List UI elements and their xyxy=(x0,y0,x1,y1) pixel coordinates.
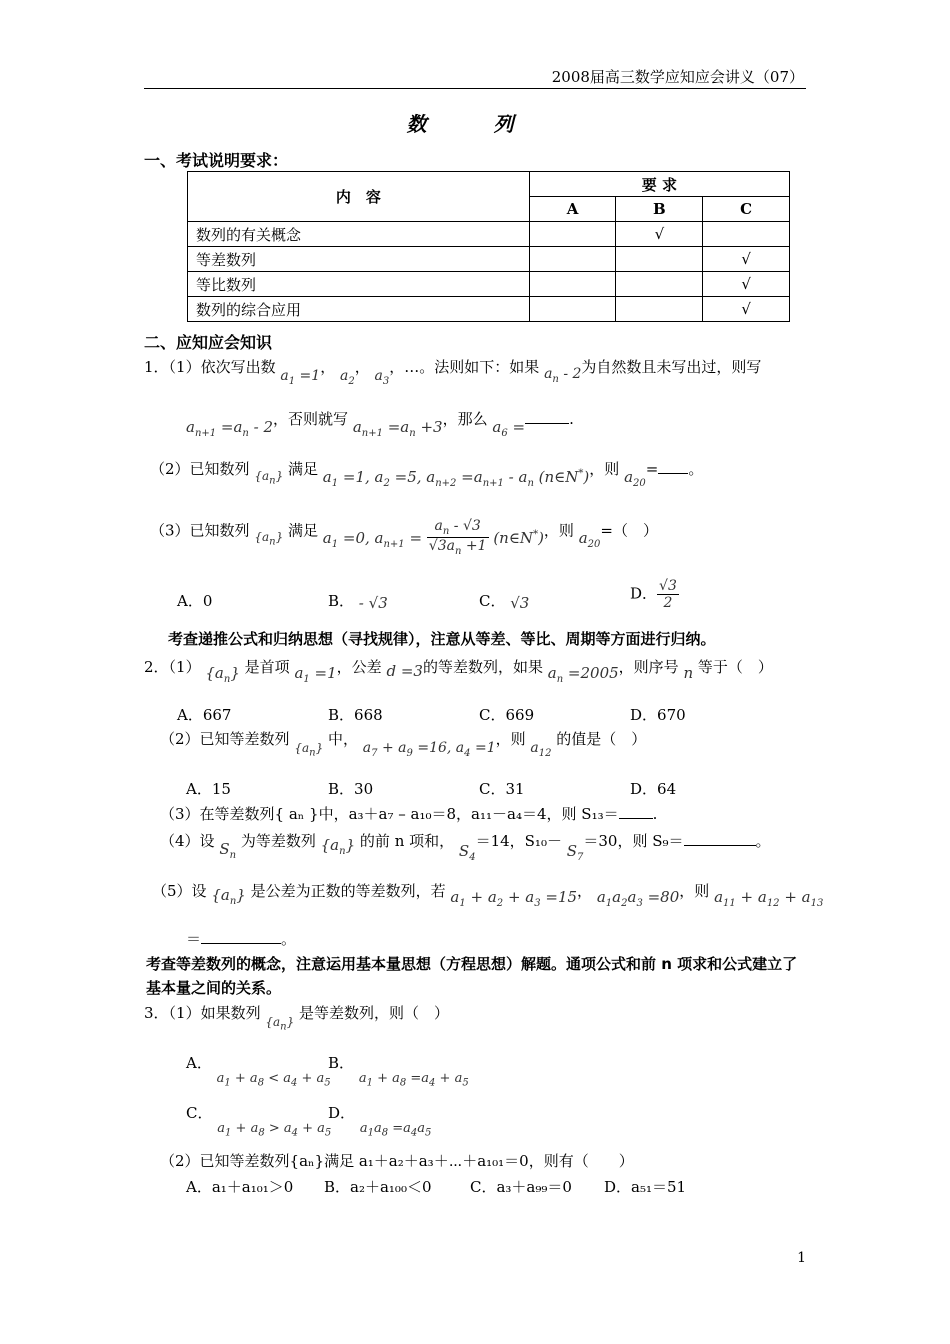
q2-part1: 2．（1） $\{a_n\}$ 是首项 $a_1 =1$，公差 d =3的等差数列，如果 $a_n =2005$，则序号 n 等于（ ） xyxy=(144,658,773,685)
q3-2-choice-a: A．a₁＋a₁₀₁＞0 xyxy=(186,1178,294,1196)
q2-1-choice-b: B．668 xyxy=(328,706,383,724)
q2-2-choice-d: D．64 xyxy=(630,780,677,798)
q1-choice-a: A．0 xyxy=(177,592,213,610)
q2-part5-answer: ＝ 。 xyxy=(186,930,297,948)
section-2-heading: 二、应知应会知识 xyxy=(144,333,273,352)
section-1-heading: 一、考试说明要求： xyxy=(144,151,289,170)
table-header-a: A xyxy=(529,197,616,222)
row-name: 等差数列 xyxy=(188,247,530,272)
q2-1-choice-c: C．669 xyxy=(479,706,535,724)
table-row xyxy=(188,297,790,322)
row-name: 数列的有关概念 xyxy=(188,222,530,247)
q1-note: 考查递推公式和归纳思想（寻找规律），注意从等差、等比、周期等方面进行归纳。 xyxy=(168,630,716,648)
q3-2-choice-c: C．a₃＋a₉₉＝0 xyxy=(470,1178,572,1196)
table-header-c: C xyxy=(703,197,790,222)
page-header: 2008届高三数学应知应会讲义（07） xyxy=(551,68,804,86)
q1-choice-d: D． $\frac{√3}{2}$ xyxy=(630,578,677,611)
check-mark: √ xyxy=(703,247,790,272)
page-number: 1 xyxy=(797,1250,806,1266)
q2-part4: （4）设 $S_n$ 为等差数列 $\{a_n\}$ 的前 n 项和， $S_4=14$，$S_{10}- S_7=30$，则 S₉＝ 。 xyxy=(160,832,771,863)
q1-part1-line2: $a_{n+1} =a_n - 2$，否则就写 $a_{n+1} =a_n +3$，那么 $a_6$ = . xyxy=(186,410,574,439)
table-row xyxy=(188,247,790,272)
table-header-b: B xyxy=(616,197,703,222)
q2-2-choice-b: B．30 xyxy=(328,780,374,798)
header-rule xyxy=(144,88,806,89)
q2-1-choice-a: A．667 xyxy=(177,706,232,724)
requirements-table xyxy=(187,171,790,322)
q3-part2: （2）已知等差数列{aₙ}满足 a₁＋a₂＋a₃＋⋯＋a₁₀₁＝0，则有（ ） xyxy=(160,1152,634,1170)
q2-part5: （5）设 $\{a_n\}$ 是公差为正数的等差数列，若 $a_1 + a_2 + a_3 =15$， $a_1a_2a_3 =80$，则 $a_{11} + a_{12} + a_{13}$ xyxy=(152,882,824,909)
q2-part2: （2）已知等差数列 $_{\{a_n\}}$ 中， $a_7 + a_9 =16$, $a_4 =1$，则 $a_{12}$ 的值是（ ） xyxy=(160,730,647,759)
row-name: 等比数列 xyxy=(188,272,530,297)
q1-part1-line1: 1．（1）依次写出数 $a_1 =1$， $a_2$， $a_3$，…。法则如下：如果 $a_n - 2$为自然数且未写出过，则写 xyxy=(144,358,762,387)
q2-1-choice-d: D．670 xyxy=(630,706,686,724)
check-mark: √ xyxy=(703,297,790,322)
q3-option-d: D． $a_1a_8 =a_4a_5$ xyxy=(328,1104,432,1139)
q2-part3: （3）在等差数列{ aₙ }中，a₃＋a₇ – a₁₀＝8，a₁₁－a₄＝4，则 S₁₃＝ . xyxy=(160,805,658,823)
page-title: 数 列 xyxy=(406,112,544,136)
q3-option-c: C． $a_1 + a_8 > a_4 + a_5$ xyxy=(186,1104,332,1139)
q2-note: 考查等差数列的概念，注意运用基本量思想（方程思想）解题。通项公式和前 n 项求和公式建立了基本量之间的关系。 xyxy=(146,955,798,997)
table-row xyxy=(188,222,790,247)
q2-2-choice-a: A．15 xyxy=(186,780,231,798)
q1-choice-c: C． √3 xyxy=(479,592,530,612)
table-header-content: 内 容 xyxy=(188,172,530,222)
q1-choice-b: B． - √3 xyxy=(328,592,388,612)
q3-2-choice-b: B．a₂＋a₁₀₀＜0 xyxy=(324,1178,432,1196)
q2-2-choice-c: C．31 xyxy=(479,780,525,798)
q3-option-a: A． $a_1 + a_8 < a_4 + a_5$ xyxy=(186,1054,331,1089)
table-row xyxy=(188,272,790,297)
row-name: 数列的综合应用 xyxy=(188,297,530,322)
q3-part1: 3．（1）如果数列 $_{\{a_n\}}$ 是等差数列，则（ ） xyxy=(144,1004,450,1033)
check-mark: √ xyxy=(703,272,790,297)
q3-2-choice-d: D．a₅₁＝51 xyxy=(604,1178,687,1196)
q1-part3: （3）已知数列 $_{\{a_n\}}$ 满足 $a_1 =0$, $a_{n+1}$ = $\frac{a_n - √3}{√3a_n +1}$ (n∈N*)，则 $a_{20}=$（ ） xyxy=(150,518,658,557)
table-header-requirement: 要 求 xyxy=(529,172,789,197)
q3-option-b: B． $a_1 + a_8 =a_4 + a_5$ xyxy=(328,1054,469,1089)
q1-part2: （2）已知数列 $_{\{a_n\}}$ 满足 $a_1 =1$, $a_2 =5$, $a_{n+2} =a_{n+1} - a_n$ (n∈N*)，则 $a_{20}=$ 。 xyxy=(150,460,704,489)
check-mark: √ xyxy=(616,222,703,247)
